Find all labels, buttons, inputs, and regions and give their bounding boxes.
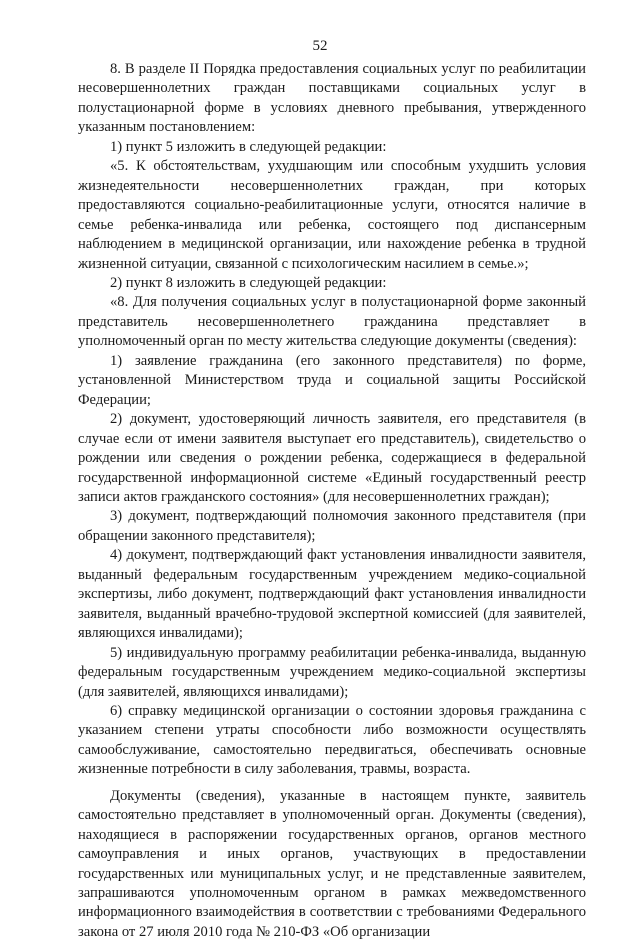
paragraph-section-8-intro: 8. В разделе II Порядка предоставления социальных услуг по реабилитации несовершеннолетних граждан поставщиками социальных услуг в полустационарной форме в условиях дневного пребывания, утвержденного указанным постановлением: [78, 61, 586, 136]
paragraph-doc-2: 2) документ, удостоверяющий личность заявителя, его представителя (в случае если от имени заявителя выступает его представитель), свидетельство о рождении или сведения о рождении ребенка, содержащиеся в федеральной государственной информационной системе «Единый государственный реестр записи актов гражданского состояния» (для несовершеннолетних граждан); [78, 411, 586, 505]
paragraph-doc-4: 4) документ, подтверждающий факт установления инвалидности заявителя, выданный федеральным государственным учреждением медико-социальной экспертизы, либо документ, подтверждающий факт установления инвалидности заявителя, выданный врачебно-трудовой экспертной комиссией (для заявителей, являющихся инвалидами); [78, 547, 586, 642]
paragraph-doc-1: 1) заявление гражданина (его законного представителя) по форме, установленной Министерством труда и социальной защиты Российской Федерации; [78, 352, 586, 408]
paragraph-doc-6: 6) справку медицинской организации о состоянии здоровья гражданина с указанием степени утраты способности либо возможности осуществлять самообслуживание, самостоятельно передвигаться, обеспечивать основные жизненные потребности в силу заболевания, травмы, возраста. [78, 702, 586, 778]
paragraph-documents-submission: Документы (сведения), указанные в настоящем пункте, заявитель самостоятельно представляет в уполномоченный орган. Документы (сведения), находящиеся в распоряжении государственных органов, органов местного самоуправления и иных органов, участвующих в предоставлении государственных или муниципальных услуг, и не представленные заявителем, запрашиваются уполномоченным органом в рамках межведомственного информационного взаимодействия в соответствии с требованиями Федерального закона от 27 июля 2010 года № 210-ФЗ «Об организации [78, 787, 586, 940]
paragraph-doc-3: 3) документ, подтверждающий полномочия законного представителя (при обращении законного представителя); [78, 508, 586, 544]
document-body [78, 60, 586, 942]
paragraph-item-2-heading: 2) пункт 8 изложить в следующей редакции: [110, 274, 387, 291]
paragraph-point-8-text: «8. Для получения социальных услуг в полустационарной форме законный представитель несовершеннолетнего гражданина представляет в уполномоченный орган по месту жительства следующие документы (сведения): [78, 294, 586, 350]
paragraph-point-5-text: «5. К обстоятельствам, ухудшающим или способным ухудшить условия жизнедеятельности несовершеннолетних граждан, при которых предоставляются социально-реабилитационные услуги, относятся наличие в семье ребенка-инвалида или ребенка, состоящего под диспансерным наблюдением в медицинской организации, или нахождение ребенка в трудной жизненной ситуации, связанной с психологическим насилием в семье.»; [78, 158, 586, 272]
paragraph-item-1-heading: 1) пункт 5 изложить в следующей редакции: [110, 138, 387, 155]
page-number: 52 [312, 38, 328, 54]
paragraph-doc-5: 5) индивидуальную программу реабилитации ребенка-инвалида, выданную федеральным государственным учреждением медико-социальной экспертизы (для заявителей, являющихся инвалидами); [78, 644, 586, 700]
